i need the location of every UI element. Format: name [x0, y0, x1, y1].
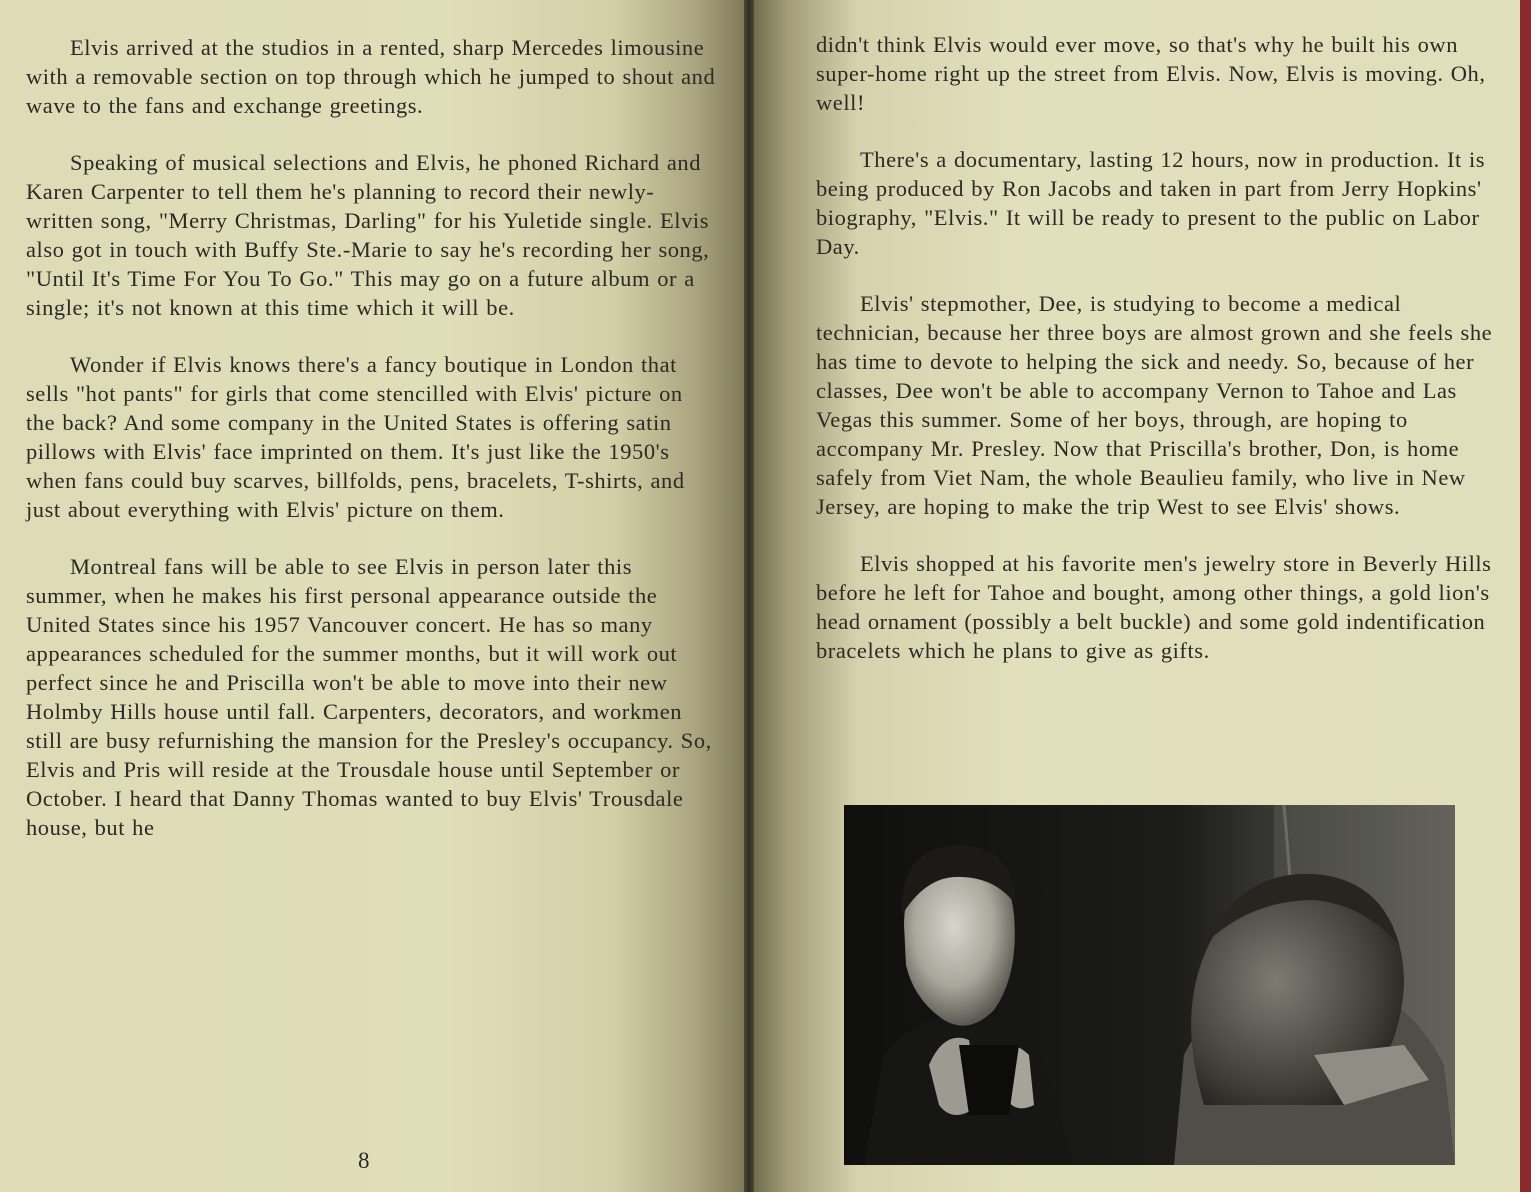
left-page-text [26, 33, 716, 870]
paragraph-stepmother: Elvis' stepmother, Dee, is studying to become a medical technician, because her three boys are almost grown and she feels she has time to devote to helping the sick and needy. So, because of her classes, Dee won't be able to accompany Vernon to Tahoe and Las Vegas this summer. Some of her boys, through, are hoping to accompany Mr. Presley. Now that Priscilla's brother, Don, is home safely from Viet Nam, the whole Beaulieu family, who live in New Jersey, are hoping to make the trip West to see Elvis' shows. [816, 291, 1493, 519]
page-number: 8 [358, 1148, 370, 1173]
book-cover-edge [1520, 0, 1531, 1192]
paragraph-limousine: Elvis arrived at the studios in a rented, sharp Mercedes limousine with a removable section on top through which he jumped to shout and wave to the fans and exchange greetings. [26, 35, 716, 118]
paragraph-boutique: Wonder if Elvis knows there's a fancy boutique in London that sells "hot pants" for girls that come stencilled with Elvis' picture on the back? And some company in the United States is offering satin pillows with Elvis' face imprinted on them. It's just like the 1950's when fans could buy scarves, billfolds, pens, bracelets, T-shirts, and just about everything with Elvis' picture on them. [26, 352, 685, 522]
paragraph-continuation: didn't think Elvis would ever move, so that's why he built his own super-home right up the street from Elvis. Now, Elvis is moving. Oh, well! [816, 32, 1486, 115]
right-page-text [816, 30, 1506, 693]
book-gutter [744, 0, 754, 1192]
paragraph-documentary: There's a documentary, lasting 12 hours, now in production. It is being produced by Ron Jacobs and taken in part from Jerry Hopkins' biography, "Elvis." It will be ready to present to the public on Labor Day. [816, 147, 1486, 259]
paragraph-jewelry: Elvis shopped at his favorite men's jewelry store in Beverly Hills before he left for Tahoe and bought, among other things, a gold lion's head ornament (possibly a belt buckle) and some gold indentification bracelets which he plans to give as gifts. [816, 551, 1492, 663]
paragraph-musical-selections: Speaking of musical selections and Elvis, he phoned Richard and Karen Carpenter to tell them he's planning to record their newly-written song, "Merry Christmas, Darling" for his Yuletide single. Elvis also got in touch with Buffy Ste.-Marie to say he's recording her song, "Until It's Time For You To Go." This may go on a future album or a single; it's not known at this time which it will be. [26, 150, 710, 320]
photograph [844, 805, 1455, 1165]
paragraph-montreal: Montreal fans will be able to see Elvis in person later this summer, when he makes his first personal appearance outside the United States since his 1957 Vancouver concert. He has so many appearances scheduled for the summer months, but it will work out perfect since he and Priscilla won't be able to move into their new Holmby Hills house until fall. Carpenters, decorators, and workmen still are busy refurnishing the mansion for the Presley's occupancy. So, Elvis and Pris will reside at the Trousdale house until September or October. I heard that Danny Thomas wanted to buy Elvis' Trousdale house, but he [26, 554, 712, 840]
photo-illustration [844, 805, 1455, 1165]
